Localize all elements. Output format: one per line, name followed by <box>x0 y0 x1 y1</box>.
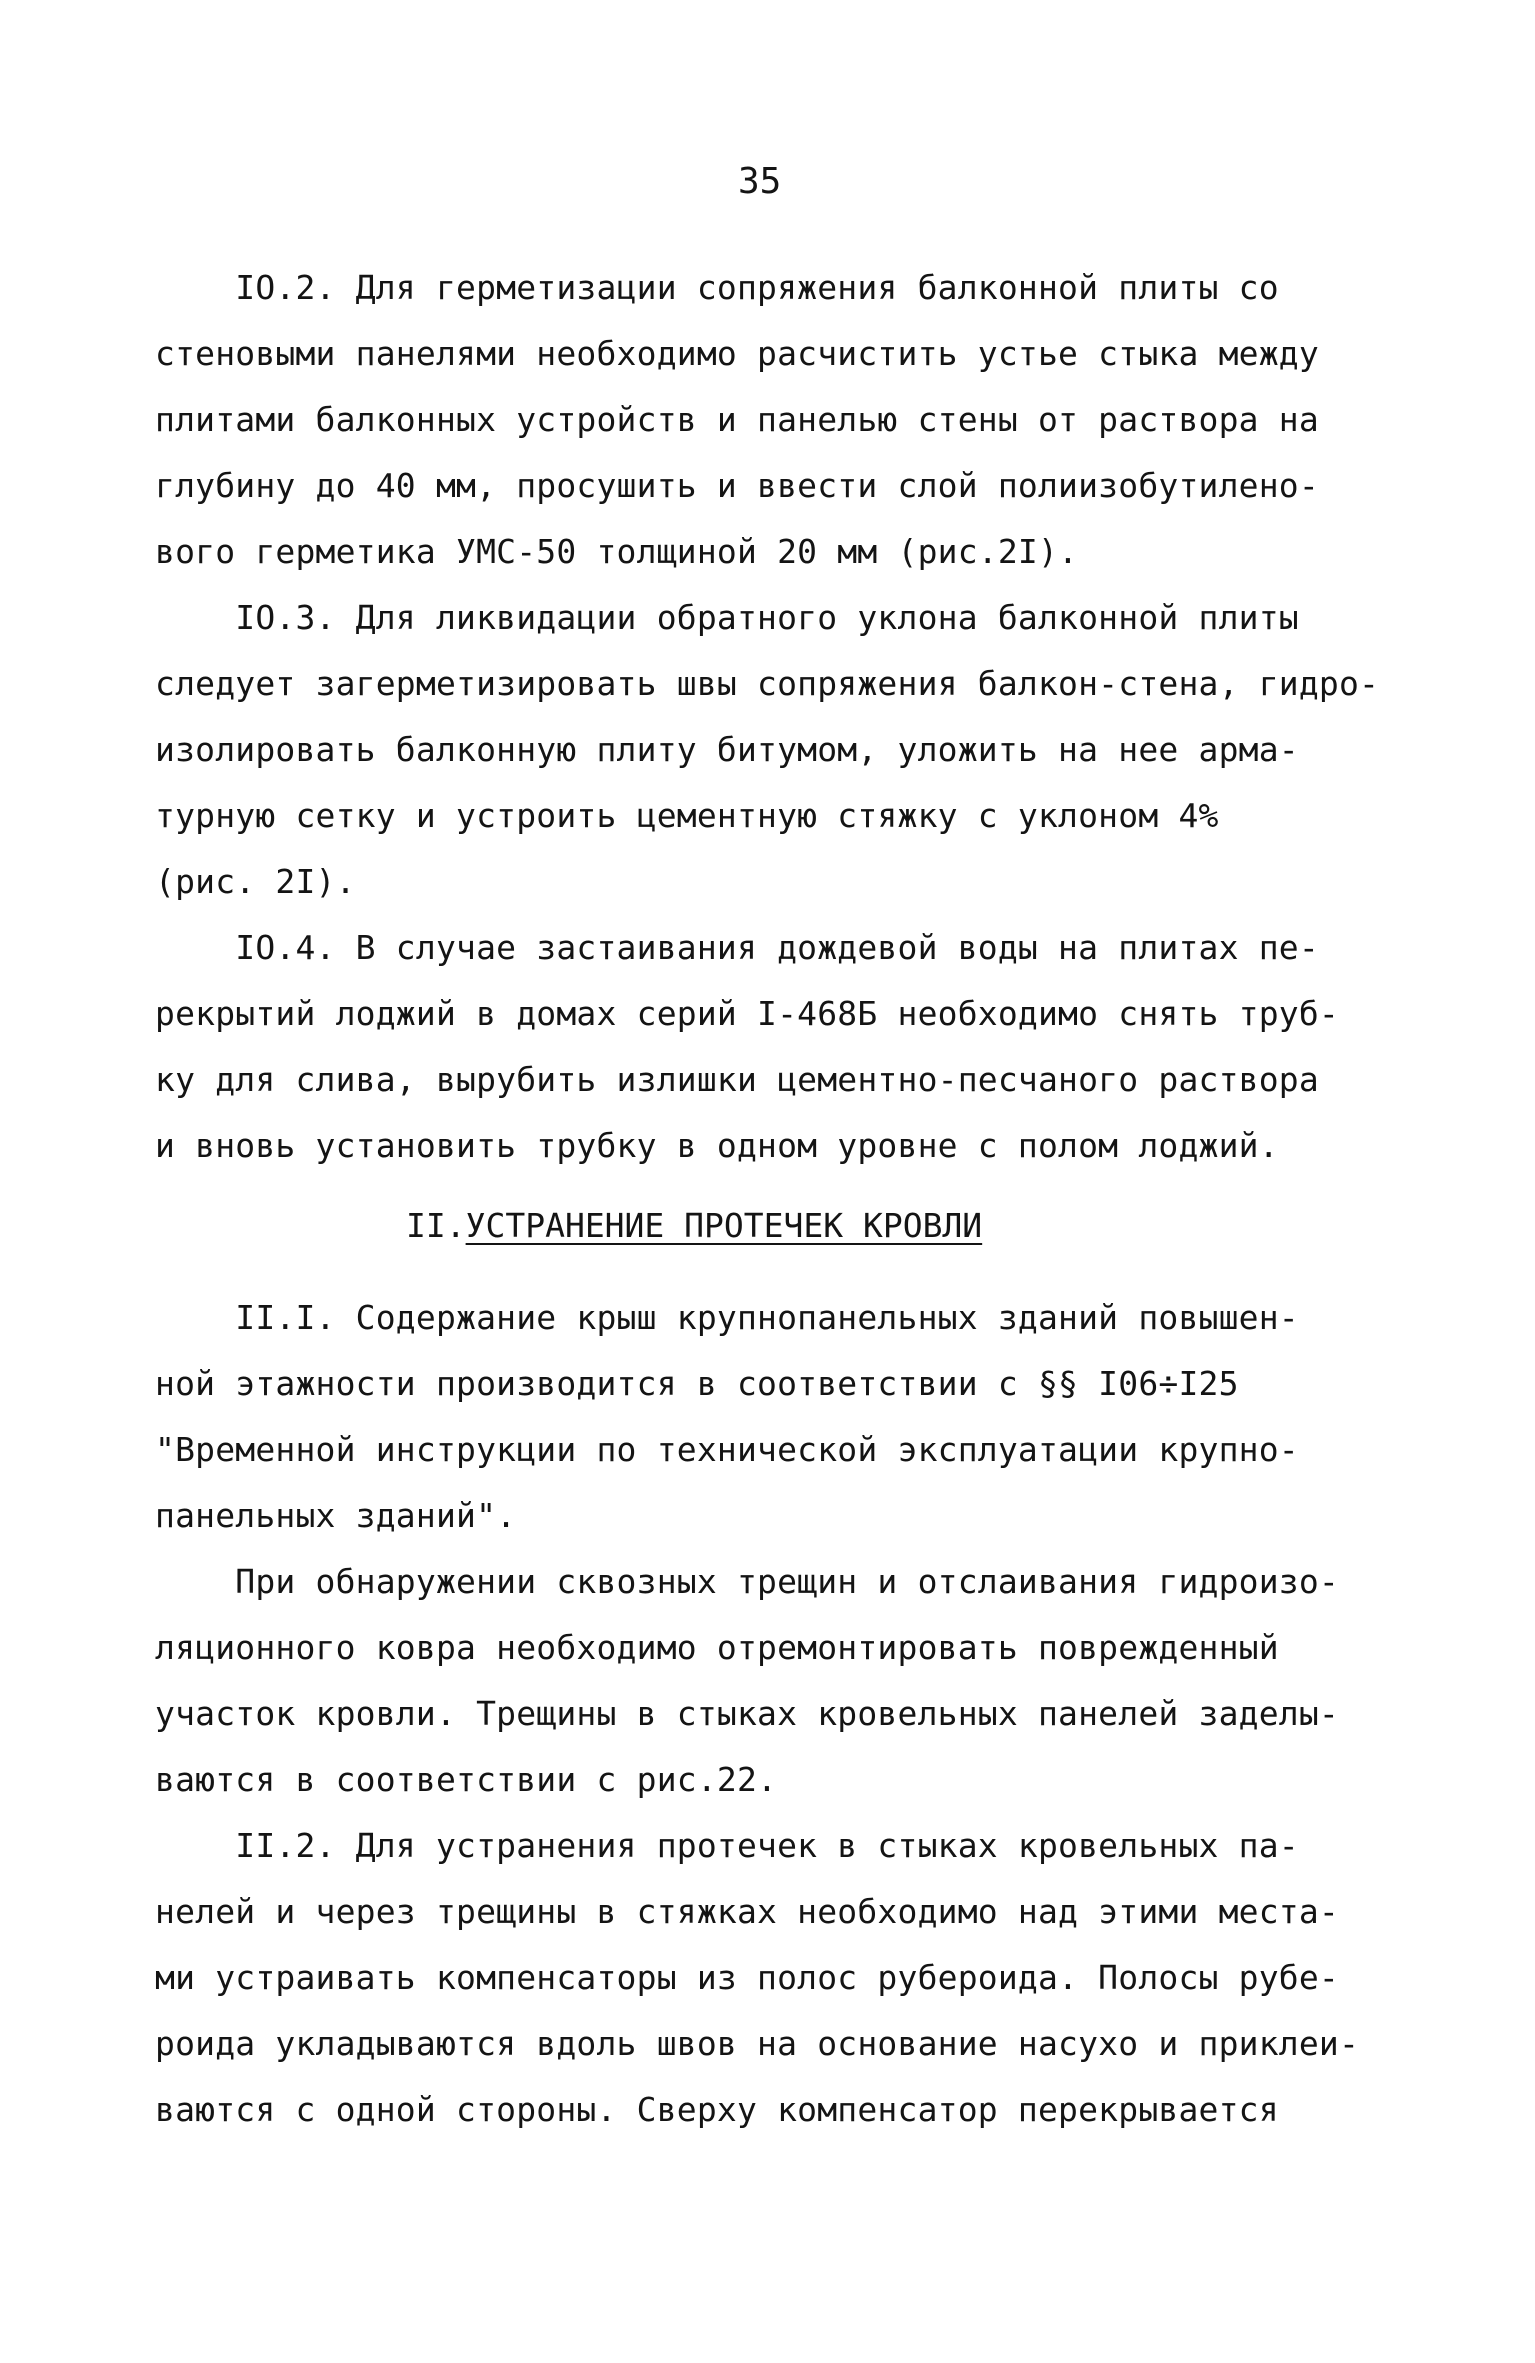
page-number: 35 <box>738 161 782 202</box>
text-line: ваются в соответствии с рис.22. <box>155 1760 778 1799</box>
text-line: глубину до 40 мм, просушить и ввести слой полиизобутилено- <box>155 466 1319 505</box>
text-line: ми устраивать компенсаторы из полос рубероида. Полосы рубе- <box>155 1958 1339 1997</box>
section-heading <box>406 1206 982 1246</box>
text-line: стеновыми панелями необходимо расчистить устье стыка между <box>155 334 1319 373</box>
text-line: IO.4. В случае застаивания дождевой воды на плитах пе- <box>155 928 1319 967</box>
text-line: II.I. Содержание крыш крупнопанельных зданий повышен- <box>155 1298 1299 1337</box>
text-line: вого герметика УМС-50 толщиной 20 мм (рис.2I). <box>155 532 1079 571</box>
text-line: II.2. Для устранения протечек в стыках кровельных па- <box>155 1826 1299 1865</box>
text-line: роида укладываются вдоль швов на основание насухо и приклеи- <box>155 2024 1360 2063</box>
text-line: рекрытий лоджий в домах серий I-468Б необходимо снять труб- <box>155 994 1339 1033</box>
text-line: турную сетку и устроить цементную стяжку с уклоном 4% <box>155 796 1219 835</box>
text-line: нелей и через трещины в стяжках необходимо над этими места- <box>155 1892 1339 1931</box>
text-line: ляционного ковра необходимо отремонтировать поврежденный <box>155 1628 1279 1667</box>
text-line: "Временной инструкции по технической эксплуатации крупно- <box>155 1430 1299 1469</box>
section-title: УСТРАНЕНИЕ ПРОТЕЧЕК КРОВЛИ <box>465 1206 983 1245</box>
text-line: IO.2. Для герметизации сопряжения балконной плиты со <box>155 268 1279 307</box>
text-line: IO.3. Для ликвидации обратного уклона балконной плиты <box>155 598 1299 637</box>
text-line: следует загерметизировать швы сопряжения балкон-стена, гидро- <box>155 664 1380 703</box>
text-line: плитами балконных устройств и панелью стены от раствора на <box>155 400 1319 439</box>
text-line: ку для слива, вырубить излишки цементно-песчаного раствора <box>155 1060 1319 1099</box>
text-line: изолировать балконную плиту битумом, уложить на нее арма- <box>155 730 1299 769</box>
text-line: и вновь установить трубку в одном уровне с полом лоджий. <box>155 1126 1279 1165</box>
text-line: участок кровли. Трещины в стыках кровельных панелей заделы- <box>155 1694 1339 1733</box>
text-line: ной этажности производится в соответствии с §§ I06÷I25 <box>155 1364 1239 1403</box>
text-line: панельных зданий". <box>155 1496 517 1535</box>
text-line: При обнаружении сквозных трещин и отслаивания гидроизо- <box>155 1562 1339 1601</box>
text-line: (рис. 2I). <box>155 862 356 901</box>
text-line: ваются с одной стороны. Сверху компенсатор перекрывается <box>155 2090 1279 2129</box>
section-number: II. <box>406 1206 466 1245</box>
